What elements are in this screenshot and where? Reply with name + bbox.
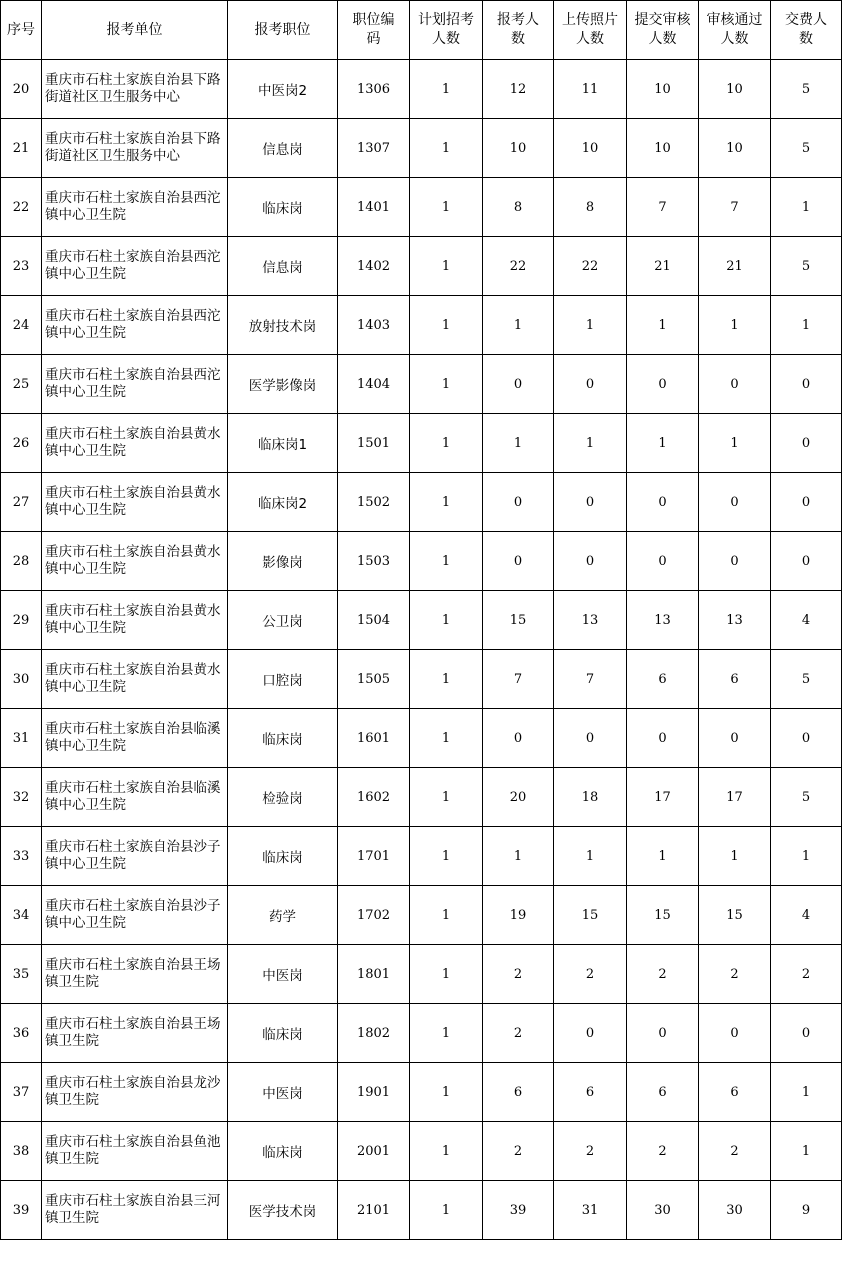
cell-plan: 1: [410, 532, 483, 591]
cell-position: 临床岗: [228, 827, 338, 886]
cell-paid: 0: [771, 709, 842, 768]
cell-submitted: 30: [627, 1181, 699, 1240]
cell-position: 临床岗2: [228, 473, 338, 532]
cell-position: 影像岗: [228, 532, 338, 591]
cell-unit: 重庆市石柱土家族自治县西沱镇中心卫生院: [42, 355, 228, 414]
cell-applied: 0: [483, 355, 554, 414]
cell-paid: 2: [771, 945, 842, 1004]
cell-code: 1502: [338, 473, 410, 532]
cell-plan: 1: [410, 237, 483, 296]
cell-code: 1802: [338, 1004, 410, 1063]
table-row: [1, 886, 842, 945]
cell-unit: 重庆市石柱土家族自治县黄水镇中心卫生院: [42, 473, 228, 532]
cell-position: 药学: [228, 886, 338, 945]
cell-approved: 6: [699, 650, 771, 709]
cell-applied: 1: [483, 296, 554, 355]
cell-plan: 1: [410, 886, 483, 945]
cell-photo: 31: [554, 1181, 627, 1240]
cell-code: 1701: [338, 827, 410, 886]
cell-position: 临床岗: [228, 709, 338, 768]
cell-approved: 21: [699, 237, 771, 296]
cell-plan: 1: [410, 119, 483, 178]
cell-submitted: 0: [627, 355, 699, 414]
cell-submitted: 0: [627, 1004, 699, 1063]
cell-paid: 5: [771, 650, 842, 709]
table-body: [1, 60, 842, 1240]
cell-approved: 17: [699, 768, 771, 827]
cell-unit: 重庆市石柱土家族自治县黄水镇中心卫生院: [42, 414, 228, 473]
cell-applied: 2: [483, 945, 554, 1004]
cell-code: 1901: [338, 1063, 410, 1122]
cell-approved: 0: [699, 709, 771, 768]
cell-no: 32: [1, 768, 42, 827]
cell-photo: 13: [554, 591, 627, 650]
header-applied: 报考人数: [483, 1, 554, 60]
cell-submitted: 2: [627, 1122, 699, 1181]
header-photo: 上传照片人数: [554, 1, 627, 60]
cell-no: 30: [1, 650, 42, 709]
cell-no: 28: [1, 532, 42, 591]
cell-no: 24: [1, 296, 42, 355]
cell-approved: 2: [699, 1122, 771, 1181]
table-row: [1, 768, 842, 827]
cell-applied: 1: [483, 827, 554, 886]
cell-approved: 0: [699, 473, 771, 532]
cell-submitted: 1: [627, 827, 699, 886]
cell-submitted: 15: [627, 886, 699, 945]
table-row: [1, 945, 842, 1004]
cell-no: 21: [1, 119, 42, 178]
cell-no: 27: [1, 473, 42, 532]
cell-approved: 0: [699, 532, 771, 591]
cell-plan: 1: [410, 473, 483, 532]
cell-submitted: 6: [627, 650, 699, 709]
cell-code: 2001: [338, 1122, 410, 1181]
cell-submitted: 17: [627, 768, 699, 827]
table-row: [1, 414, 842, 473]
cell-photo: 1: [554, 296, 627, 355]
cell-submitted: 10: [627, 60, 699, 119]
cell-paid: 5: [771, 60, 842, 119]
table-row: [1, 1181, 842, 1240]
cell-no: 31: [1, 709, 42, 768]
cell-no: 20: [1, 60, 42, 119]
cell-no: 38: [1, 1122, 42, 1181]
cell-position: 口腔岗: [228, 650, 338, 709]
cell-paid: 1: [771, 1063, 842, 1122]
table-row: [1, 1004, 842, 1063]
cell-applied: 0: [483, 473, 554, 532]
cell-position: 信息岗: [228, 119, 338, 178]
table-row: [1, 296, 842, 355]
cell-submitted: 2: [627, 945, 699, 1004]
cell-code: 1801: [338, 945, 410, 1004]
cell-paid: 1: [771, 827, 842, 886]
table-row: [1, 355, 842, 414]
cell-approved: 15: [699, 886, 771, 945]
table-row: [1, 1063, 842, 1122]
cell-submitted: 0: [627, 532, 699, 591]
table-row: [1, 473, 842, 532]
cell-plan: 1: [410, 355, 483, 414]
cell-paid: 9: [771, 1181, 842, 1240]
cell-no: 35: [1, 945, 42, 1004]
header-position: 报考职位: [228, 1, 338, 60]
cell-position: 医学技术岗: [228, 1181, 338, 1240]
cell-submitted: 13: [627, 591, 699, 650]
cell-plan: 1: [410, 768, 483, 827]
cell-plan: 1: [410, 945, 483, 1004]
cell-unit: 重庆市石柱土家族自治县沙子镇中心卫生院: [42, 886, 228, 945]
cell-code: 1601: [338, 709, 410, 768]
cell-photo: 0: [554, 355, 627, 414]
cell-plan: 1: [410, 827, 483, 886]
table-row: [1, 532, 842, 591]
cell-position: 放射技术岗: [228, 296, 338, 355]
cell-photo: 10: [554, 119, 627, 178]
cell-unit: 重庆市石柱土家族自治县下路街道社区卫生服务中心: [42, 60, 228, 119]
cell-photo: 6: [554, 1063, 627, 1122]
header-code: 职位编码: [338, 1, 410, 60]
cell-code: 1505: [338, 650, 410, 709]
cell-photo: 1: [554, 827, 627, 886]
cell-plan: 1: [410, 591, 483, 650]
cell-unit: 重庆市石柱土家族自治县三河镇卫生院: [42, 1181, 228, 1240]
cell-position: 临床岗: [228, 1122, 338, 1181]
cell-unit: 重庆市石柱土家族自治县黄水镇中心卫生院: [42, 532, 228, 591]
cell-paid: 1: [771, 1122, 842, 1181]
cell-photo: 0: [554, 709, 627, 768]
table-row: [1, 650, 842, 709]
cell-photo: 0: [554, 473, 627, 532]
cell-unit: 重庆市石柱土家族自治县鱼池镇卫生院: [42, 1122, 228, 1181]
cell-paid: 0: [771, 414, 842, 473]
cell-approved: 7: [699, 178, 771, 237]
cell-plan: 1: [410, 709, 483, 768]
cell-position: 信息岗: [228, 237, 338, 296]
cell-unit: 重庆市石柱土家族自治县黄水镇中心卫生院: [42, 591, 228, 650]
cell-approved: 10: [699, 60, 771, 119]
cell-photo: 7: [554, 650, 627, 709]
cell-unit: 重庆市石柱土家族自治县黄水镇中心卫生院: [42, 650, 228, 709]
cell-submitted: 0: [627, 473, 699, 532]
cell-code: 1402: [338, 237, 410, 296]
cell-no: 33: [1, 827, 42, 886]
cell-position: 临床岗1: [228, 414, 338, 473]
cell-plan: 1: [410, 1063, 483, 1122]
cell-applied: 39: [483, 1181, 554, 1240]
cell-plan: 1: [410, 60, 483, 119]
cell-approved: 1: [699, 296, 771, 355]
cell-position: 中医岗: [228, 945, 338, 1004]
cell-photo: 15: [554, 886, 627, 945]
table-row: [1, 237, 842, 296]
cell-submitted: 6: [627, 1063, 699, 1122]
cell-code: 1404: [338, 355, 410, 414]
cell-plan: 1: [410, 1181, 483, 1240]
cell-plan: 1: [410, 178, 483, 237]
header-unit: 报考单位: [42, 1, 228, 60]
cell-submitted: 1: [627, 296, 699, 355]
cell-paid: 5: [771, 237, 842, 296]
cell-applied: 10: [483, 119, 554, 178]
cell-submitted: 10: [627, 119, 699, 178]
cell-submitted: 7: [627, 178, 699, 237]
cell-code: 1702: [338, 886, 410, 945]
cell-code: 1307: [338, 119, 410, 178]
cell-photo: 1: [554, 414, 627, 473]
cell-applied: 7: [483, 650, 554, 709]
cell-photo: 2: [554, 945, 627, 1004]
cell-code: 1306: [338, 60, 410, 119]
cell-applied: 2: [483, 1122, 554, 1181]
cell-photo: 18: [554, 768, 627, 827]
cell-unit: 重庆市石柱土家族自治县下路街道社区卫生服务中心: [42, 119, 228, 178]
cell-applied: 22: [483, 237, 554, 296]
cell-code: 1504: [338, 591, 410, 650]
cell-plan: 1: [410, 1122, 483, 1181]
cell-position: 临床岗: [228, 1004, 338, 1063]
cell-no: 36: [1, 1004, 42, 1063]
cell-no: 29: [1, 591, 42, 650]
cell-no: 37: [1, 1063, 42, 1122]
cell-applied: 12: [483, 60, 554, 119]
cell-photo: 11: [554, 60, 627, 119]
cell-plan: 1: [410, 1004, 483, 1063]
cell-approved: 1: [699, 414, 771, 473]
cell-position: 中医岗2: [228, 60, 338, 119]
cell-code: 1403: [338, 296, 410, 355]
cell-paid: 4: [771, 886, 842, 945]
cell-position: 中医岗: [228, 1063, 338, 1122]
cell-unit: 重庆市石柱土家族自治县龙沙镇卫生院: [42, 1063, 228, 1122]
cell-paid: 0: [771, 473, 842, 532]
cell-approved: 13: [699, 591, 771, 650]
cell-photo: 22: [554, 237, 627, 296]
cell-code: 1503: [338, 532, 410, 591]
cell-applied: 6: [483, 1063, 554, 1122]
cell-applied: 20: [483, 768, 554, 827]
cell-unit: 重庆市石柱土家族自治县王场镇卫生院: [42, 945, 228, 1004]
table-row: [1, 709, 842, 768]
cell-no: 26: [1, 414, 42, 473]
header-row: [1, 1, 842, 60]
header-approved: 审核通过人数: [699, 1, 771, 60]
cell-submitted: 0: [627, 709, 699, 768]
cell-no: 39: [1, 1181, 42, 1240]
cell-unit: 重庆市石柱土家族自治县王场镇卫生院: [42, 1004, 228, 1063]
cell-code: 1602: [338, 768, 410, 827]
table-row: [1, 178, 842, 237]
cell-position: 临床岗: [228, 178, 338, 237]
cell-approved: 2: [699, 945, 771, 1004]
cell-no: 34: [1, 886, 42, 945]
cell-plan: 1: [410, 296, 483, 355]
cell-plan: 1: [410, 650, 483, 709]
cell-paid: 1: [771, 178, 842, 237]
cell-code: 1501: [338, 414, 410, 473]
cell-unit: 重庆市石柱土家族自治县临溪镇中心卫生院: [42, 768, 228, 827]
cell-position: 医学影像岗: [228, 355, 338, 414]
cell-applied: 19: [483, 886, 554, 945]
table-row: [1, 591, 842, 650]
cell-unit: 重庆市石柱土家族自治县沙子镇中心卫生院: [42, 827, 228, 886]
cell-photo: 8: [554, 178, 627, 237]
cell-approved: 0: [699, 1004, 771, 1063]
header-no: 序号: [1, 1, 42, 60]
header-paid: 交费人数: [771, 1, 842, 60]
cell-code: 1401: [338, 178, 410, 237]
cell-paid: 5: [771, 119, 842, 178]
cell-unit: 重庆市石柱土家族自治县临溪镇中心卫生院: [42, 709, 228, 768]
cell-approved: 6: [699, 1063, 771, 1122]
header-plan: 计划招考人数: [410, 1, 483, 60]
cell-unit: 重庆市石柱土家族自治县西沱镇中心卫生院: [42, 296, 228, 355]
cell-submitted: 21: [627, 237, 699, 296]
cell-applied: 8: [483, 178, 554, 237]
cell-paid: 1: [771, 296, 842, 355]
cell-unit: 重庆市石柱土家族自治县西沱镇中心卫生院: [42, 237, 228, 296]
cell-applied: 2: [483, 1004, 554, 1063]
table-row: [1, 1122, 842, 1181]
cell-photo: 2: [554, 1122, 627, 1181]
cell-paid: 0: [771, 1004, 842, 1063]
cell-paid: 0: [771, 532, 842, 591]
cell-applied: 0: [483, 532, 554, 591]
cell-no: 22: [1, 178, 42, 237]
cell-paid: 5: [771, 768, 842, 827]
cell-paid: 4: [771, 591, 842, 650]
cell-photo: 0: [554, 532, 627, 591]
cell-applied: 0: [483, 709, 554, 768]
cell-photo: 0: [554, 1004, 627, 1063]
table-row: [1, 60, 842, 119]
cell-no: 25: [1, 355, 42, 414]
cell-approved: 0: [699, 355, 771, 414]
cell-no: 23: [1, 237, 42, 296]
cell-paid: 0: [771, 355, 842, 414]
cell-approved: 30: [699, 1181, 771, 1240]
cell-unit: 重庆市石柱土家族自治县西沱镇中心卫生院: [42, 178, 228, 237]
cell-code: 2101: [338, 1181, 410, 1240]
cell-approved: 1: [699, 827, 771, 886]
table-row: [1, 119, 842, 178]
table-row: [1, 827, 842, 886]
header-submitted: 提交审核人数: [627, 1, 699, 60]
cell-position: 检验岗: [228, 768, 338, 827]
cell-position: 公卫岗: [228, 591, 338, 650]
cell-applied: 15: [483, 591, 554, 650]
cell-approved: 10: [699, 119, 771, 178]
cell-submitted: 1: [627, 414, 699, 473]
cell-applied: 1: [483, 414, 554, 473]
cell-plan: 1: [410, 414, 483, 473]
